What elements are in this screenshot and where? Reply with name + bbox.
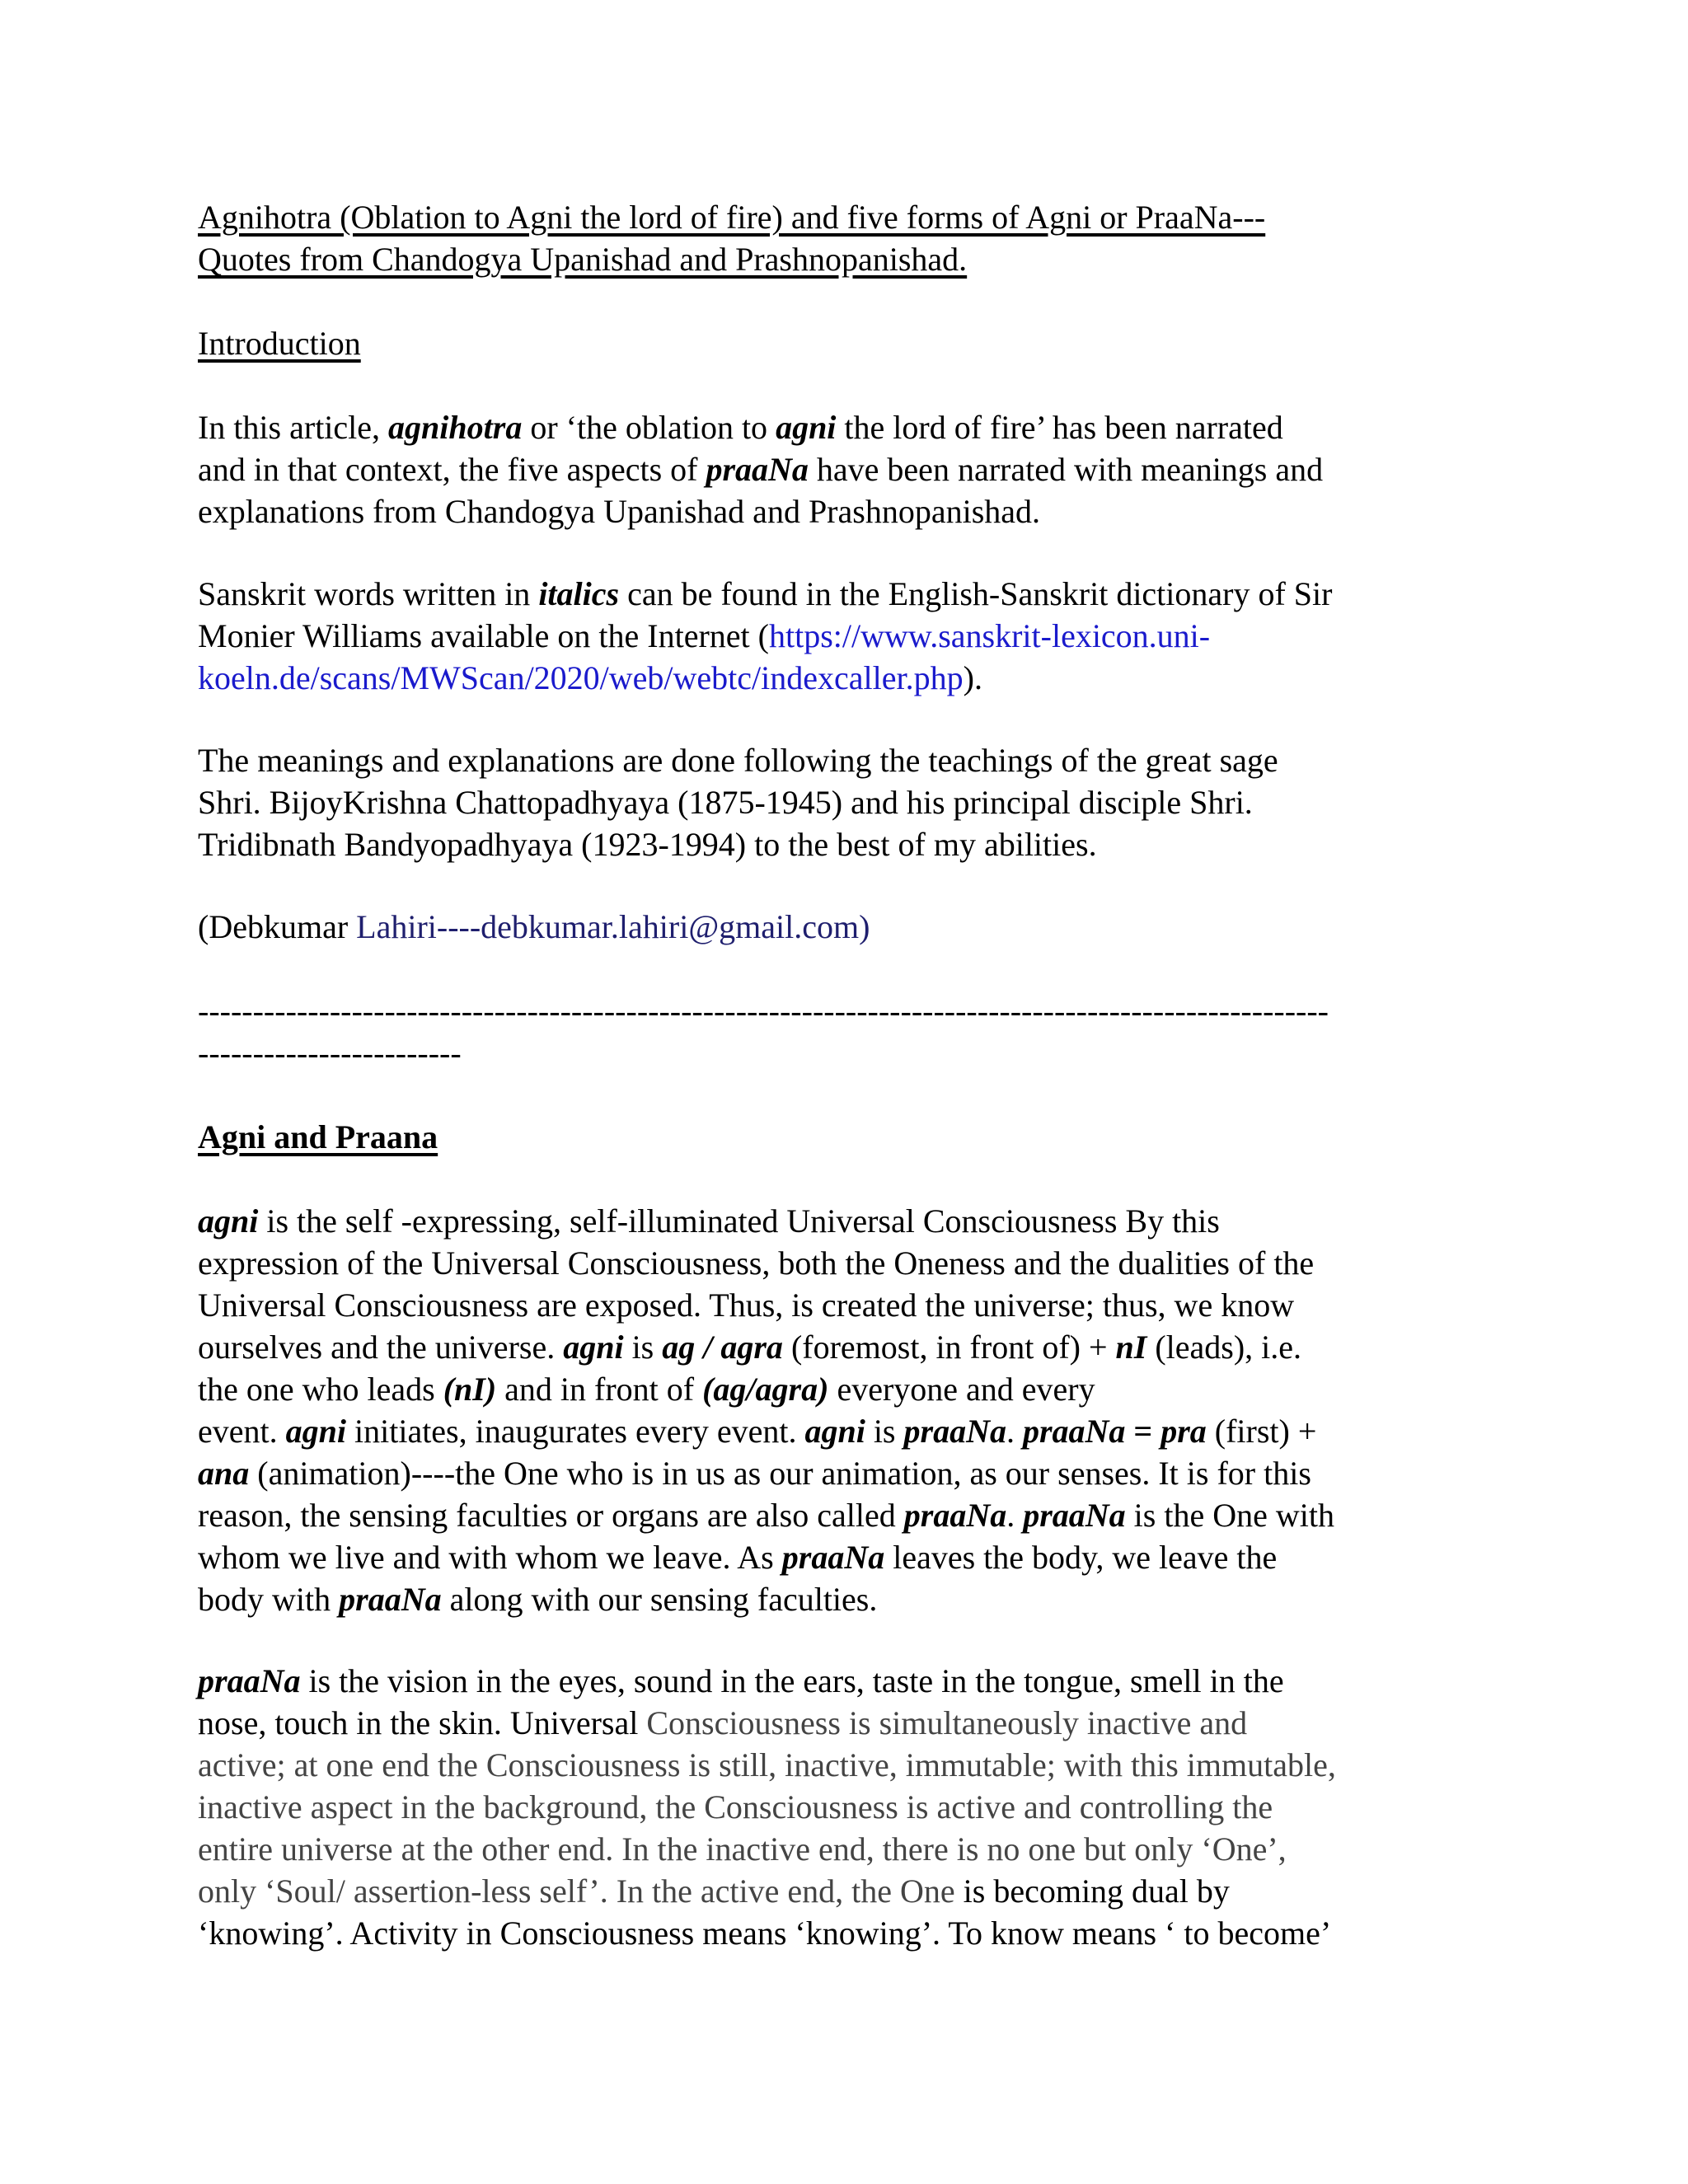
text-run: Sanskrit words written in (198, 575, 539, 612)
sanskrit-term: agni (198, 1202, 259, 1240)
sanskrit-term: ag / agra (662, 1329, 783, 1366)
sanskrit-term: agni (804, 1413, 865, 1450)
document-title (198, 196, 1508, 280)
text-run: leaves the body, we leave the body with (198, 1539, 1278, 1618)
separator-line-1: ------------------------------------------------------------------------------------------------------- (198, 992, 1329, 1029)
sanskrit-term: (ag/agra) (702, 1371, 829, 1408)
intro-paragraph-article (198, 406, 1508, 532)
text-run: (animation)----the One who is in us as our animation, as our senses. It is for this reason, the sensing faculties or organs are also called (198, 1455, 1311, 1534)
author-contact (198, 906, 1508, 948)
sanskrit-term: praaNa (198, 1662, 301, 1699)
text-run: (leads), i.e. the one who leads (198, 1329, 1302, 1408)
sanskrit-term: nI (1115, 1329, 1147, 1366)
text-run: is the One with whom we live and with whom we leave. As (198, 1497, 1334, 1576)
text-run: ). (963, 659, 982, 696)
text-run: . (1006, 1497, 1024, 1534)
praana-paragraph (198, 1660, 1508, 1954)
separator-line-2: ------------------------ (198, 1034, 462, 1071)
text-run: can be found in the English-Sanskrit dictionary of Sir Monier Williams available on the Internet ( (198, 575, 1333, 654)
sanskrit-term: praaNa (706, 451, 809, 488)
sanskrit-term: praaNa (1023, 1497, 1126, 1534)
text-run: is becoming dual by ‘knowing’. Activity in Consciousness means ‘knowing’. To know means ‘ to become’ (198, 1872, 1332, 1952)
sanskrit-term: praaNa (339, 1581, 442, 1618)
sanskrit-term: praaNa (903, 1497, 1007, 1534)
sanskrit-term: praaNa (903, 1413, 1006, 1450)
text-run: (foremost, in front of) + (782, 1329, 1116, 1366)
text-run: the lord of fire’ has been narrated and in that context, the five aspects of (198, 409, 1283, 488)
sanskrit-term: pra (1160, 1413, 1207, 1450)
text-run: or ‘the oblation to (522, 409, 776, 446)
text-run: In this article, (198, 409, 389, 446)
sanskrit-term: agni (563, 1329, 624, 1366)
text-run: have been narrated with meanings and explanations from Chandogya Upanishad and Prashnopanishad. (198, 451, 1324, 530)
text-run: along with our sensing faculties. (441, 1581, 878, 1618)
dictionary-link[interactable]: https://www.sanskrit-lexicon.uni- koeln.de/scans/MWScan/2020/web/webtc/indexcaller.php (198, 617, 1211, 696)
text-run: is (865, 1413, 904, 1450)
sanskrit-term: agni (776, 409, 837, 446)
agni-paragraph (198, 1200, 1508, 1620)
intro-paragraph-teachings: The meanings and explanations are done following the teachings of the great sage Shri. BijoyKrishna Chattopadhyaya (1875-1945) and his principal disciple Shri. Tridibnath Bandyopadhyaya (1923-1994) to the best of my abilities. (198, 742, 1278, 863)
introduction-heading: Introduction (198, 325, 361, 362)
agni-and-praana-heading: Agni and Praana (198, 1118, 438, 1155)
sanskrit-term: italics (538, 575, 620, 612)
sanskrit-term: agni (285, 1413, 346, 1450)
text-run: = (1125, 1413, 1161, 1450)
text-run: and in front of (496, 1371, 703, 1408)
sanskrit-term: (nI) (443, 1371, 497, 1408)
sanskrit-term: praaNa (1022, 1413, 1126, 1450)
sanskrit-term: praaNa (781, 1539, 885, 1576)
author-email-link[interactable]: Lahiri----debkumar.lahiri@gmail.com) (356, 908, 870, 945)
author-name: (Debkumar (198, 908, 357, 945)
text-run: is the self -expressing, self-illuminated Universal Consciousness By this expression of the Universal Consciousness, both the Oneness and the dualities of the Universal Consciousness are exposed. Thus, is created the universe; thus, we know ourselves and the universe. (198, 1202, 1315, 1366)
text-run: . (1006, 1413, 1023, 1450)
intro-paragraph-dictionary (198, 573, 1508, 699)
title-line-2: Quotes from Chandogya Upanishad and Prashnopanishad. (198, 241, 968, 278)
text-run-grey: Consciousness is simultaneously inactive and active; at one end the Consciousness is still, inactive, immutable; with this immutable, inactive aspect in the background, the Consciousness is active and controlling the entire universe at the other end. In the inactive end, there is no one but only ‘One’, only ‘Soul/ assertion-less self’. In the active end, the One (198, 1704, 1336, 1910)
text-run: (first) + (1214, 1413, 1317, 1450)
text-run: everyone and every event. (198, 1371, 1095, 1450)
title-line-1: Agnihotra (Oblation to Agni the lord of fire) and five forms of Agni or PraaNa--- (198, 199, 1266, 236)
text-run: is the vision in the eyes, sound in the ears, taste in the tongue, smell in the nose, touch in the skin. Universal (198, 1662, 1284, 1741)
text-run: is (623, 1329, 663, 1366)
text-run: initiates, inaugurates every event. (345, 1413, 805, 1450)
sanskrit-term: ana (198, 1455, 250, 1492)
sanskrit-term: agnihotra (388, 409, 523, 446)
